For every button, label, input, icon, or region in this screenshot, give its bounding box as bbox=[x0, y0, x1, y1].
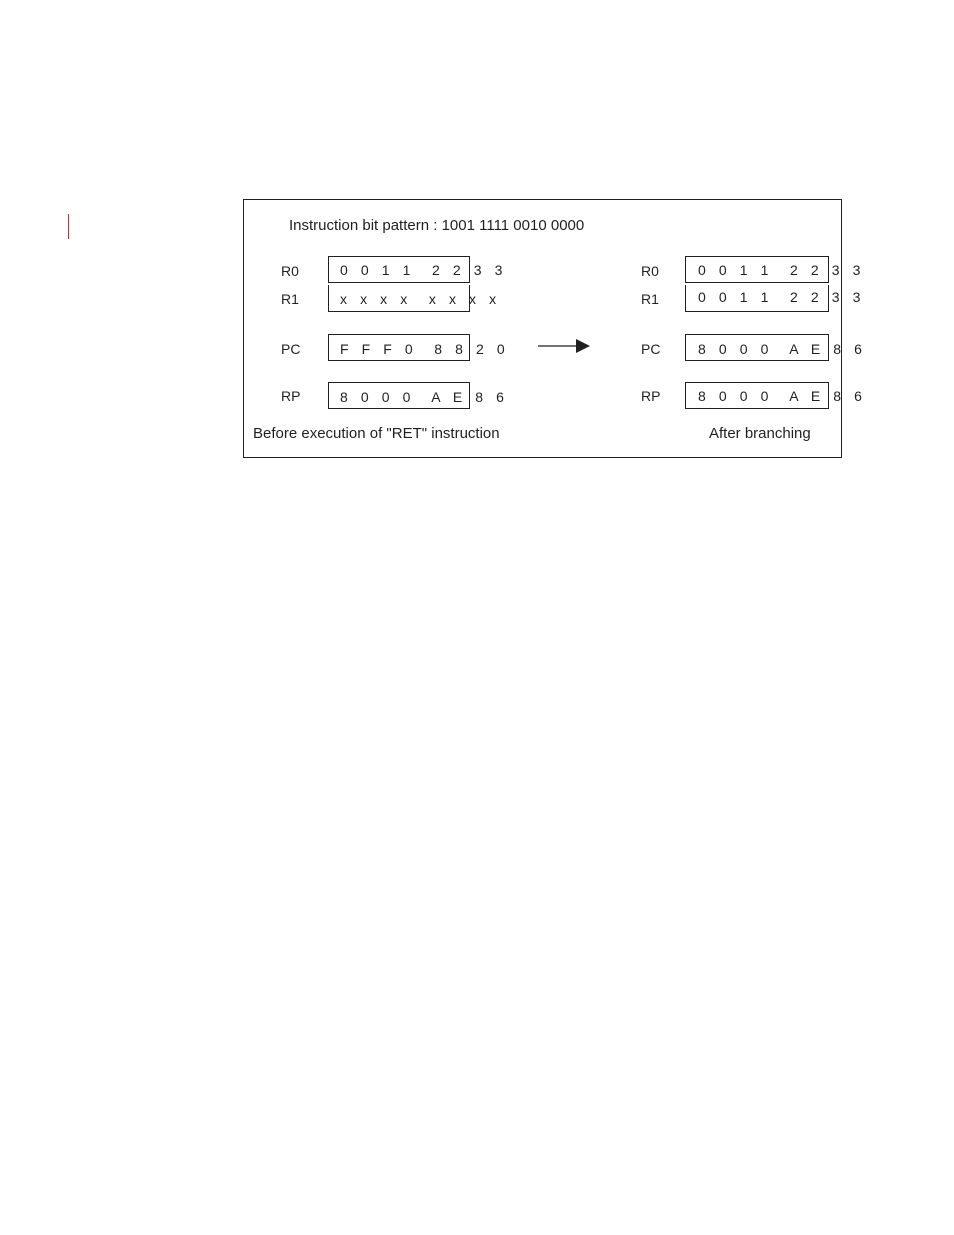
before-r1-label: R1 bbox=[281, 291, 299, 307]
after-r1-value: 0 0 1 1 2 2 3 3 bbox=[698, 289, 866, 305]
before-pc-label: PC bbox=[281, 341, 301, 357]
after-rp-label: RP bbox=[641, 388, 661, 404]
after-r0-label: R0 bbox=[641, 263, 659, 279]
right-arrow-icon bbox=[538, 337, 592, 355]
before-r0-register bbox=[328, 256, 508, 283]
before-r0-value: 0 0 1 1 2 2 3 3 bbox=[340, 262, 508, 278]
before-r1-value: x x x x x x x x bbox=[340, 291, 501, 307]
after-r1-register bbox=[685, 285, 866, 312]
revision-change-bar bbox=[68, 214, 69, 239]
before-pc-value: F F F 0 8 8 2 0 bbox=[340, 341, 510, 357]
after-caption: After branching bbox=[709, 425, 811, 442]
instruction-bit-pattern: Instruction bit pattern : 1001 1111 0010 0000 bbox=[289, 217, 585, 234]
after-rp-value: 8 0 0 0 A E 8 6 bbox=[698, 388, 867, 404]
before-pc-register bbox=[328, 334, 510, 361]
after-r1-label: R1 bbox=[641, 291, 659, 307]
before-r1-register bbox=[328, 285, 501, 312]
before-rp-label: RP bbox=[281, 388, 301, 404]
after-pc-register bbox=[685, 334, 867, 361]
after-rp-register bbox=[685, 382, 867, 409]
before-r0-label: R0 bbox=[281, 263, 299, 279]
ret-instruction-figure bbox=[243, 199, 867, 458]
before-caption: Before execution of "RET" instruction bbox=[253, 425, 500, 442]
after-pc-value: 8 0 0 0 A E 8 6 bbox=[698, 341, 867, 357]
before-rp-register bbox=[328, 382, 509, 409]
before-rp-value: 8 0 0 0 A E 8 6 bbox=[340, 389, 509, 405]
after-r0-register bbox=[685, 256, 866, 283]
after-pc-label: PC bbox=[641, 341, 661, 357]
after-r0-value: 0 0 1 1 2 2 3 3 bbox=[698, 262, 866, 278]
